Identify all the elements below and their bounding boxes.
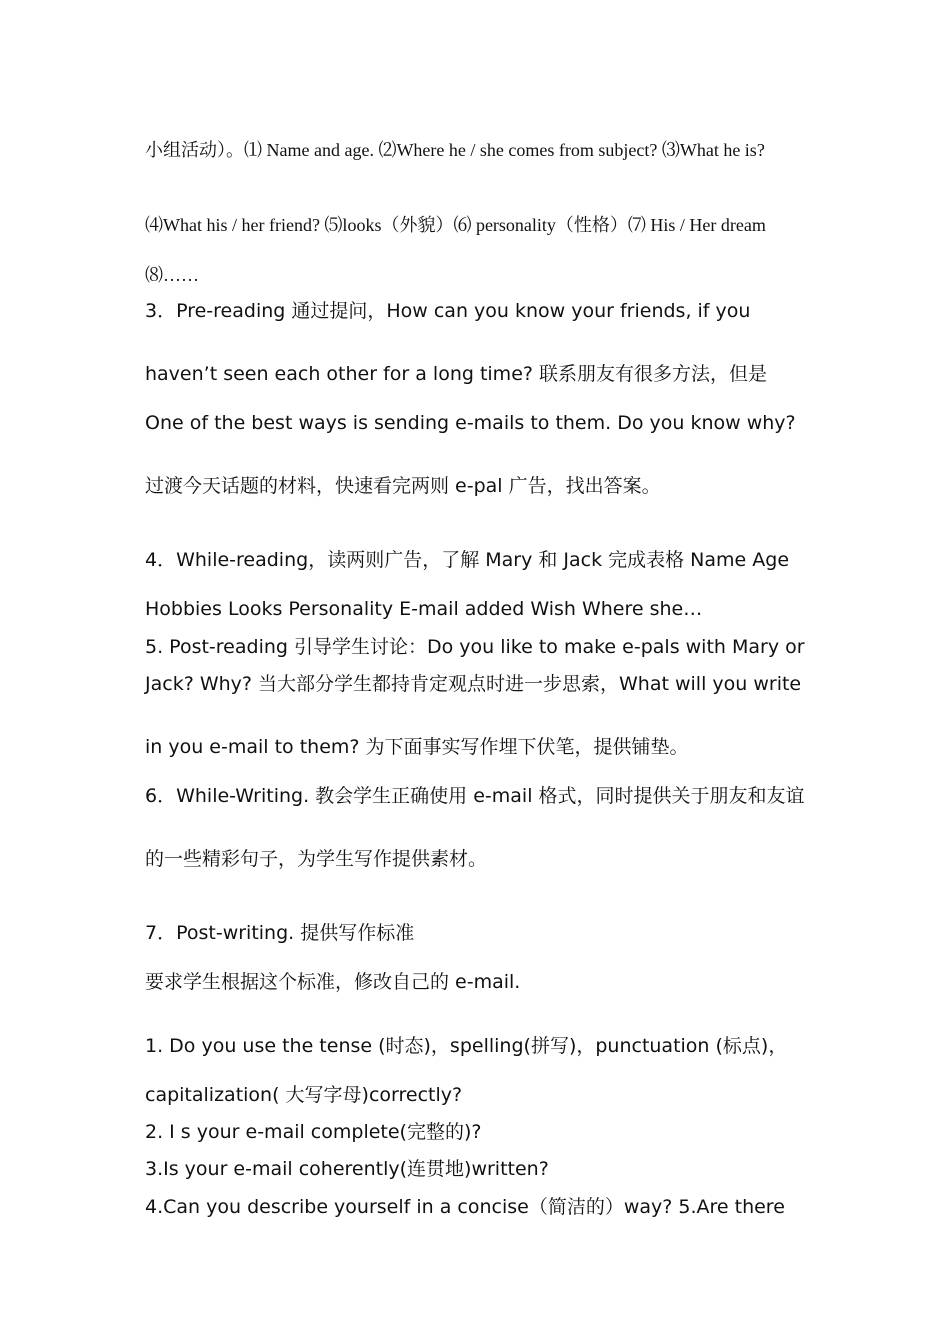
text-line: 3.Is your e-mail coherently(连贯地)written? [145,1158,549,1180]
text-line: 1. Do you use the tense (时态)，spelling(拼写)，punctuation (标点)， [145,1035,788,1057]
text-line: 2. I s your e-mail complete(完整的)? [145,1121,482,1143]
text-line: in you e-mail to them? 为下面事实写作埋下伏笔，提供铺垫。 [145,736,689,758]
text-line: 4．While-reading，读两则广告，了解 Mary 和 Jack 完成表格 Name Age [145,549,790,571]
text-line: capitalization( 大写字母)correctly? [145,1084,463,1106]
text-line: Hobbies Looks Personality E-mail added Wish Where she… [145,598,703,620]
text-line: One of the best ways is sending e-mails to them. Do you know why? [145,412,796,434]
text-line: 7．Post-writing. 提供写作标准 [145,922,415,944]
text-line: 过渡今天话题的材料，快速看完两则 e-pal 广告，找出答案。 [145,475,661,497]
text-line: ⑻…… [145,265,199,285]
text-line: haven’t seen each other for a long time? 联系朋友有很多方法，但是 [145,363,768,385]
text-line: ⑷What his / her friend? ⑸looks（外貌）⑹ personality（性格）⑺ His / Her dream [145,215,766,235]
text-line: 4.Can you describe yourself in a concise（简洁的）way? 5.Are there [145,1196,785,1218]
text-line: 小组活动）。⑴ Name and age. ⑵Where he / she comes from subject? ⑶What he is? [145,140,765,160]
text-line: 要求学生根据这个标准，修改自己的 e-mail. [145,971,521,993]
text-line: 的一些精彩句子，为学生写作提供素材。 [145,848,488,870]
text-line: 3．Pre-reading 通过提问，How can you know your friends, if you [145,300,751,322]
text-line: 6．While-Writing. 教会学生正确使用 e-mail 格式，同时提供关于朋友和友谊 [145,785,805,807]
text-line: Jack? Why? 当大部分学生都持肯定观点时进一步思索，What will you write [145,673,802,695]
text-line: 5. Post-reading 引导学生讨论：Do you like to make e-pals with Mary or [145,636,805,658]
